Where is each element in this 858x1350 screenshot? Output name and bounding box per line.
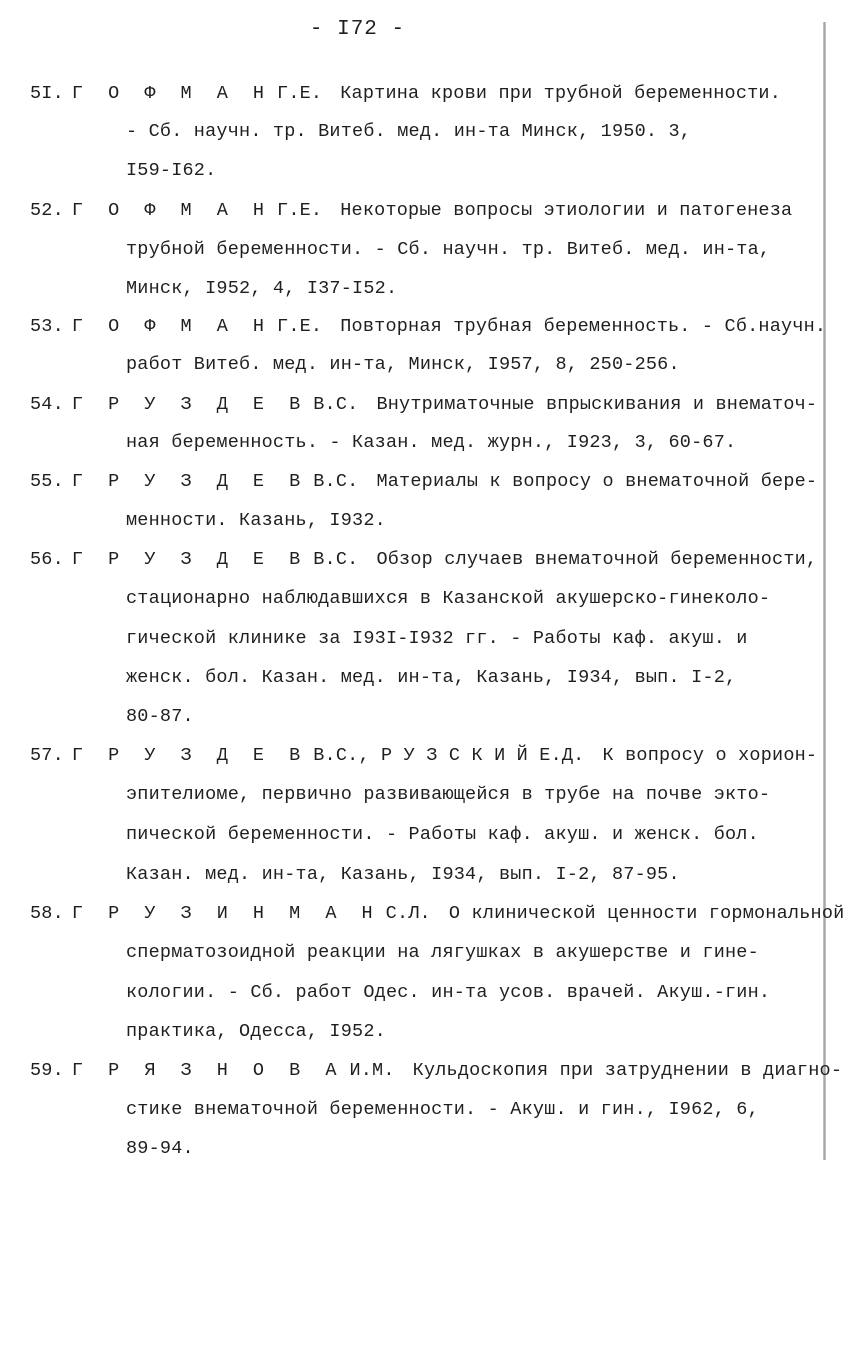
entry-initials: И.М. <box>349 1060 395 1081</box>
entry-header-line <box>30 202 792 221</box>
entry-text-line: эпителиоме, первично развивающейся в трубе на почве экто- <box>126 784 771 805</box>
entry-text-line: Внутриматочные впрыскивания и внематоч- <box>376 394 818 415</box>
entry-text-line: Некоторые вопросы этиологии и патогенеза <box>340 200 793 221</box>
entry-text-line: работ Витеб. мед. ин-та, Минск, I957, 8, 250-256. <box>126 354 680 375</box>
entry-header-line <box>30 473 817 492</box>
entry-author: Г О Ф М А Н <box>71 316 272 337</box>
entry-text-line: менности. Казань, I932. <box>126 510 386 531</box>
entry-text-line: Картина крови при трубной беременности. <box>340 83 782 104</box>
entry-initials: Г.Е. <box>277 200 323 221</box>
entry-header-line <box>30 318 826 337</box>
entry-text-line: Казан. мед. ин-та, Казань, I934, вып. I-2, 87-95. <box>126 864 680 885</box>
entry-text-line: сперматозоидной реакции на лягушках в акушерстве и гине- <box>126 942 759 963</box>
entry-text-line: женск. бол. Казан. мед. ин-та, Казань, I934, вып. I-2, <box>126 667 737 688</box>
entry-initials: В.С., Р У З С К И Й Е.Д. <box>313 745 585 766</box>
entry-author: Г О Ф М А Н <box>71 200 272 221</box>
entry-number: 53. <box>30 316 64 337</box>
entry-initials: В.С. <box>313 394 359 415</box>
entry-text-line: Обзор случаев внематочной беременности, <box>376 549 818 570</box>
entry-header-line <box>30 396 817 415</box>
entry-author: Г Р У З Д Е В <box>71 394 308 415</box>
entry-header-line <box>30 905 844 924</box>
entry-header-line <box>30 85 781 104</box>
page-number: - I72 - <box>309 18 406 41</box>
entry-text-line: стике внематочной беременности. - Акуш. и гин., I962, 6, <box>126 1099 759 1120</box>
entry-initials: В.С. <box>313 549 359 570</box>
entry-number: 56. <box>30 549 64 570</box>
entry-initials: С.Л. <box>385 903 431 924</box>
entry-number: 52. <box>30 200 64 221</box>
entry-text-line: ная беременность. - Казан. мед. журн., I923, 3, 60-67. <box>126 432 737 453</box>
entry-text-line: практика, Одесса, I952. <box>126 1021 386 1042</box>
entry-author: Г О Ф М А Н <box>71 83 272 104</box>
entry-text-line: Кульдоскопия при затруднении в диагно- <box>412 1060 843 1081</box>
entry-number: 5I. <box>30 83 64 104</box>
entry-text-line: - Сб. научн. тр. Витеб. мед. ин-та Минск, 1950. 3, <box>126 121 692 142</box>
entry-text-line: трубной беременности. - Сб. научн. тр. Витеб. мед. ин-та, <box>126 239 771 260</box>
entry-text-line: пической беременности. - Работы каф. акуш. и женск. бол. <box>126 824 759 845</box>
entry-text-line: кологии. - Сб. работ Одес. ин-та усов. врачей. Акуш.-гин. <box>126 982 771 1003</box>
entry-text-line: О клинической ценности гормональной <box>448 903 845 924</box>
entry-number: 57. <box>30 745 64 766</box>
entry-text-line: Минск, I952, 4, I37-I52. <box>126 278 398 299</box>
entry-text-line: К вопросу о хорион- <box>602 745 818 766</box>
entry-number: 59. <box>30 1060 64 1081</box>
entry-initials: В.С. <box>313 471 359 492</box>
entry-text-line: стационарно наблюдавшихся в Казанской акушерско-гинеколо- <box>126 588 771 609</box>
entry-text-line: 89-94. <box>126 1138 194 1159</box>
entry-text-line: Материалы к вопросу о внематочной бере- <box>376 471 818 492</box>
entry-number: 54. <box>30 394 64 415</box>
entry-number: 58. <box>30 903 64 924</box>
entry-text-line: I59-I62. <box>126 160 217 181</box>
entry-author: Г Р У З Д Е В <box>71 745 308 766</box>
entry-author: Г Р У З И Н М А Н <box>71 903 380 924</box>
entry-header-line <box>30 1062 842 1081</box>
entry-header-line <box>30 747 817 766</box>
entry-author: Г Р Я З Н О В А <box>71 1060 344 1081</box>
entry-author: Г Р У З Д Е В <box>71 549 308 570</box>
entry-initials: Г.Е. <box>277 83 323 104</box>
entry-number: 55. <box>30 471 64 492</box>
entry-header-line <box>30 551 817 570</box>
entry-author: Г Р У З Д Е В <box>71 471 308 492</box>
entry-text-line: Повторная трубная беременность. - Сб.научн. <box>340 316 827 337</box>
entry-text-line: 80-87. <box>126 706 194 727</box>
entry-initials: Г.Е. <box>277 316 323 337</box>
right-margin-rule <box>823 22 826 1160</box>
entry-text-line: гической клинике за I93I-I932 гг. - Работы каф. акуш. и <box>126 628 748 649</box>
